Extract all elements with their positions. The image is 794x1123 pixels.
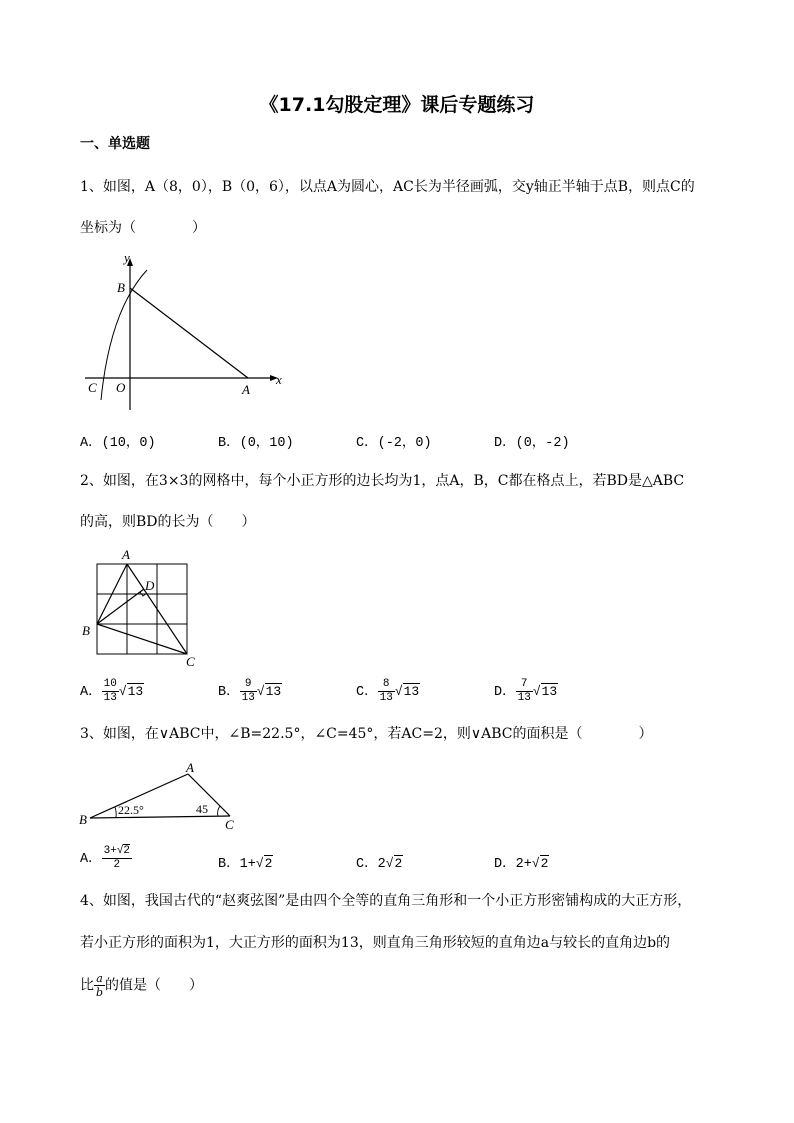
q2-text-line2: 的高，则BD的长为（ ）: [80, 514, 256, 530]
grid: [97, 564, 187, 654]
label-a: A: [186, 760, 194, 775]
q1-option-c[interactable]: C．(-2，0): [356, 436, 432, 451]
q4-text-line1: 4、如图，我国古代的“赵爽弦图”是由四个全等的直角三角形和一个小正方形密铺构成的大正方形，: [80, 893, 692, 909]
q1-option-d[interactable]: D．(0，-2): [494, 436, 570, 451]
q2-option-a[interactable]: A． $\frac{10}{13}$ √13: [80, 678, 144, 704]
angle-b-arc: [115, 807, 116, 818]
q1-option-a[interactable]: A．(10，0): [80, 436, 156, 451]
q3-option-c[interactable]: C．2√2: [356, 855, 403, 872]
q2-option-b[interactable]: B． $\frac{9}{13}$ √13: [218, 678, 282, 704]
label-c: C: [225, 817, 234, 832]
segment-ac: [188, 774, 230, 816]
q4-text-line2: 若小正方形的面积为1，大正方形的面积为13，则直角三角形较短的直角边a与较长的直角边b的: [80, 935, 671, 951]
label-c: C: [88, 380, 97, 395]
segment-bc: [90, 816, 230, 818]
segment-bc: [97, 624, 187, 654]
q3-option-a[interactable]: A． $\frac{3+√2}{2}$: [80, 845, 131, 871]
angle-c-label: 45: [196, 802, 208, 816]
q2-figure: [78, 545, 208, 670]
label-y: y: [124, 250, 130, 265]
q2-text-line1: 2、如图，在3×3的网格中，每个小正方形的边长均为1，点A，B，C都在格点上，若BD是△ABC: [80, 473, 685, 489]
label-b: B: [79, 812, 87, 827]
label-c: C: [186, 654, 195, 669]
segment-ba: [130, 288, 248, 378]
q3-figure: [78, 758, 248, 833]
q1-text-line1: 1、如图，A（8，0），B（0，6），以点A为圆心，AC长为半径画弧，交y轴正半轴于点B，则点C的: [80, 179, 695, 195]
label-a: A: [242, 382, 250, 397]
q3-text-line1: 3、如图，在∨ABC中，∠B=22.5°，∠C=45°，若AC=2，则∨ABC的面积是（ ）: [80, 726, 653, 742]
q1-figure: [80, 250, 290, 410]
q2-option-d[interactable]: D． $\frac{7}{13}$ √13: [494, 678, 558, 704]
label-b: B: [82, 623, 90, 638]
q4-text-line3: 比 $\frac{a}{b}$ 的值是（ ）: [80, 972, 204, 999]
label-b: B: [117, 280, 125, 295]
q3-option-d[interactable]: D．2+√2: [494, 855, 549, 872]
angle-c-arc: [218, 806, 220, 816]
page-title: 《17.1勾股定理》课后专题练习: [259, 94, 535, 116]
angle-b-label: 22.5°: [118, 803, 144, 817]
label-o: O: [116, 380, 126, 395]
label-x: x: [276, 372, 282, 387]
q1-text-line2: 坐标为（ ）: [80, 220, 206, 236]
q2-option-c[interactable]: C． $\frac{8}{13}$ √13: [356, 678, 420, 704]
q3-option-b[interactable]: B．1+√2: [218, 855, 273, 872]
q1-option-b[interactable]: B．(0，10): [218, 436, 294, 451]
label-d: D: [145, 578, 155, 593]
section-heading: 一、单选题: [80, 136, 150, 152]
label-a: A: [122, 547, 130, 562]
